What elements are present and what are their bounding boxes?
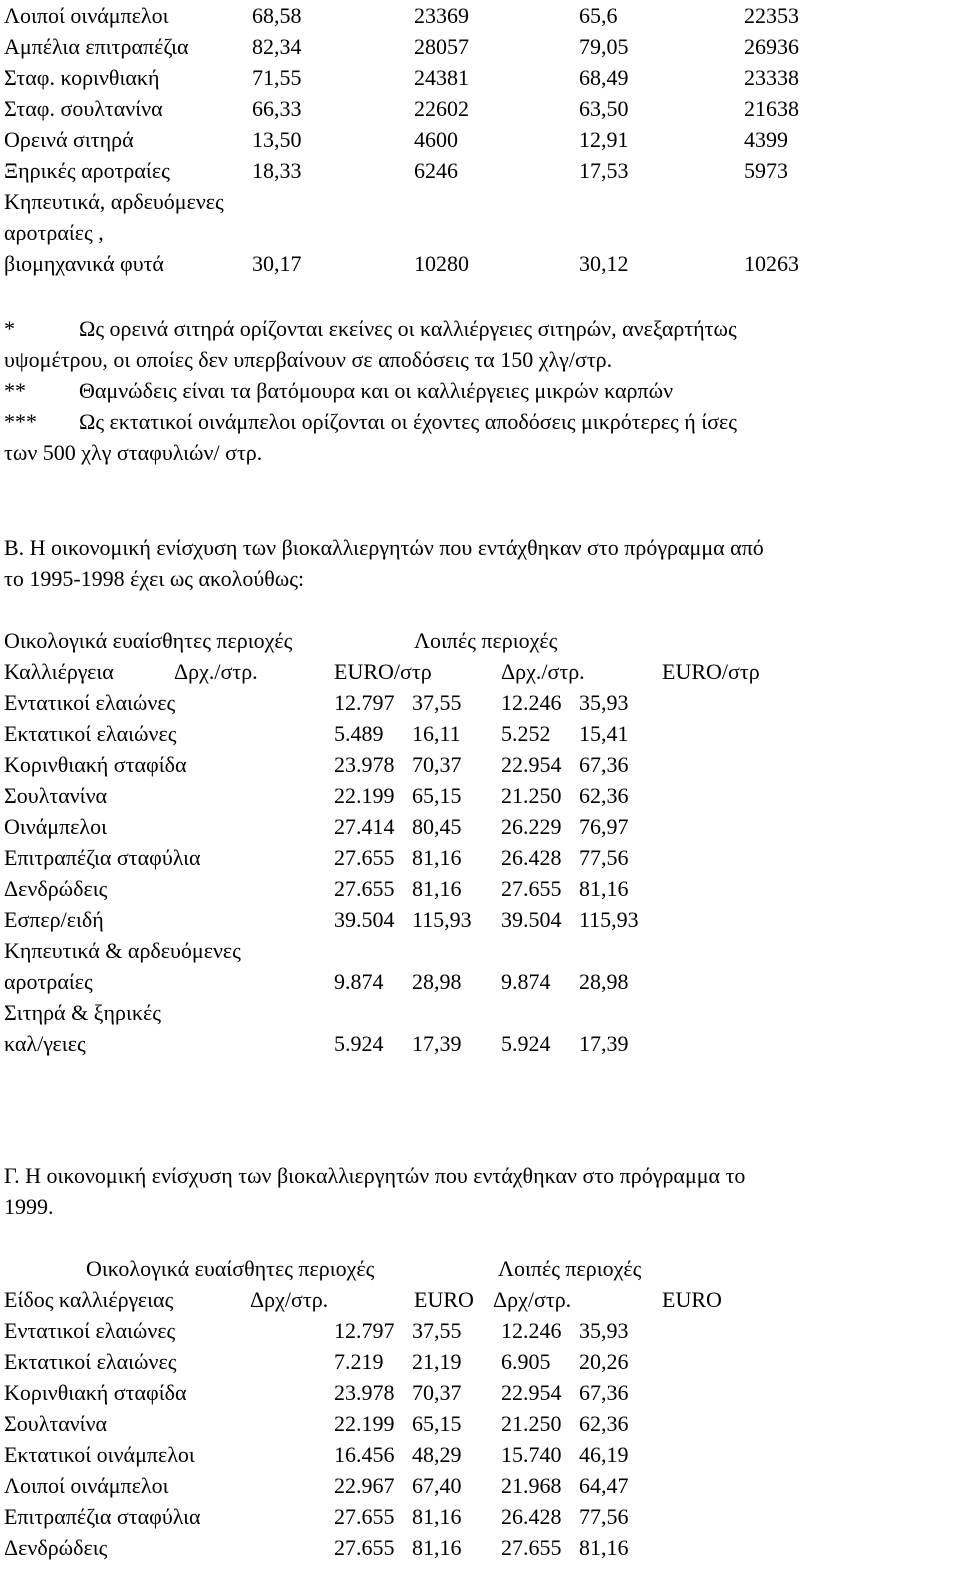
section-c-heading-line2: 1999. <box>4 1194 54 1219</box>
table-row <box>4 718 954 749</box>
drx-other: 12.246 <box>501 1318 562 1343</box>
value-4: 22353 <box>744 3 799 28</box>
euro-other: 77,56 <box>579 845 629 870</box>
euro-eco: 37,55 <box>412 690 462 715</box>
euro-other: 28,98 <box>579 969 629 994</box>
value-2: 24381 <box>414 65 469 90</box>
col-header-euro-other: EURO/στρ <box>662 659 760 684</box>
table-row <box>4 124 954 155</box>
euro-eco: 70,37 <box>412 752 462 777</box>
value-3: 79,05 <box>579 34 629 59</box>
row-label: Δενδρώδεις <box>4 1535 108 1560</box>
table-row <box>4 1532 954 1563</box>
row-label: βιομηχανικά φυτά <box>4 251 164 276</box>
value-2: 23369 <box>414 3 469 28</box>
table-row <box>4 1439 954 1470</box>
drx-other: 26.229 <box>501 814 562 839</box>
value-2: 10280 <box>414 251 469 276</box>
row-label: Λοιποί οινάμπελοι <box>4 3 169 28</box>
drx-other: 5.252 <box>501 721 551 746</box>
row-label: Εσπερ/ειδή <box>4 907 104 932</box>
euro-eco: 115,93 <box>412 907 472 932</box>
section-b-column-headers <box>4 656 954 687</box>
table-row <box>4 186 954 217</box>
euro-other: 35,93 <box>579 1318 629 1343</box>
footnote-text: Ως ορεινά σιτηρά ορίζονται εκείνες οι καλλιέργειες σιτηρών, ανεξαρτήτως <box>79 316 737 341</box>
value-2: 28057 <box>414 34 469 59</box>
drx-eco: 16.456 <box>334 1442 395 1467</box>
table-row <box>4 1028 954 1059</box>
value-4: 23338 <box>744 65 799 90</box>
drx-other: 27.655 <box>501 1535 562 1560</box>
table-row <box>4 217 954 248</box>
section-b <box>4 532 954 1059</box>
row-label: Ξηρικές αροτραίες <box>4 158 170 183</box>
col-header-crop-type: Είδος καλλιέργειας <box>4 1287 174 1312</box>
drx-eco: 5.489 <box>334 721 384 746</box>
footnote-mark: *** <box>4 409 37 434</box>
drx-eco: 22.967 <box>334 1473 395 1498</box>
drx-other: 22.954 <box>501 752 562 777</box>
value-4: 10263 <box>744 251 799 276</box>
footnote-mark: ** <box>4 378 26 403</box>
drx-other: 21.250 <box>501 783 562 808</box>
table-row <box>4 873 954 904</box>
euro-other: 76,97 <box>579 814 629 839</box>
row-label: Λοιποί οινάμπελοι <box>4 1473 169 1498</box>
row-label: Εντατικοί ελαιώνες <box>4 1318 176 1343</box>
row-label: Επιτραπέζια σταφύλια <box>4 845 201 870</box>
group-header-other: Λοιπές περιοχές <box>414 628 558 653</box>
section-b-table-body <box>4 687 954 1059</box>
section-b-heading-line2: το 1995-1998 έχει ως ακολούθως: <box>4 566 305 591</box>
drx-eco: 22.199 <box>334 1411 395 1436</box>
row-label: Κορινθιακή σταφίδα <box>4 752 187 777</box>
value-3: 12,91 <box>579 127 629 152</box>
drx-eco: 27.655 <box>334 845 395 870</box>
value-2: 6246 <box>414 158 458 183</box>
footnote-mark: * <box>4 316 15 341</box>
row-label: Κηπευτικά & αρδευόμενες <box>4 938 241 963</box>
row-label: Εκτατικοί οινάμπελοι <box>4 1442 195 1467</box>
drx-other: 26.428 <box>501 1504 562 1529</box>
euro-eco: 70,37 <box>412 1380 462 1405</box>
value-1: 66,33 <box>252 96 302 121</box>
table-row <box>4 1377 954 1408</box>
row-label: καλ/γειες <box>4 1031 86 1056</box>
euro-other: 35,93 <box>579 690 629 715</box>
col-header-euro-eco: EURO/στρ <box>334 659 432 684</box>
drx-eco: 39.504 <box>334 907 395 932</box>
table-row <box>4 966 954 997</box>
table-row <box>4 155 954 186</box>
value-1: 30,17 <box>252 251 302 276</box>
value-3: 68,49 <box>579 65 629 90</box>
table-row <box>4 749 954 780</box>
footnote-text-continued: υψομέτρου, οι οποίες δεν υπερβαίνουν σε αποδόσεις τα 150 χλγ/στρ. <box>4 347 613 372</box>
drx-eco: 22.199 <box>334 783 395 808</box>
euro-eco: 48,29 <box>412 1442 462 1467</box>
euro-other: 64,47 <box>579 1473 629 1498</box>
table-row <box>4 904 954 935</box>
row-label: Εκτατικοί ελαιώνες <box>4 721 177 746</box>
euro-eco: 81,16 <box>412 876 462 901</box>
table-1 <box>4 0 954 279</box>
euro-other: 81,16 <box>579 1535 629 1560</box>
row-label: Ορεινά σιτηρά <box>4 127 134 152</box>
euro-eco: 28,98 <box>412 969 462 994</box>
drx-other: 5.924 <box>501 1031 551 1056</box>
drx-other: 12.246 <box>501 690 562 715</box>
value-3: 65,6 <box>579 3 618 28</box>
footnote-text: Ως εκτατικοί οινάμπελοι ορίζονται οι έχοντες αποδόσεις μικρότερες ή ίσες <box>79 409 738 434</box>
value-3: 63,50 <box>579 96 629 121</box>
drx-eco: 9.874 <box>334 969 384 994</box>
footnote <box>4 406 919 468</box>
footnotes <box>4 313 919 468</box>
drx-eco: 27.655 <box>334 1504 395 1529</box>
drx-eco: 7.219 <box>334 1349 384 1374</box>
footnote <box>4 375 919 406</box>
row-label: Οινάμπελοι <box>4 814 108 839</box>
group-header-eco: Οικολογικά ευαίσθητες περιοχές <box>86 1256 375 1281</box>
value-1: 82,34 <box>252 34 302 59</box>
table-row <box>4 1470 954 1501</box>
drx-eco: 5.924 <box>334 1031 384 1056</box>
euro-other: 20,26 <box>579 1349 629 1374</box>
section-c-table-body <box>4 1315 954 1563</box>
euro-eco: 80,45 <box>412 814 462 839</box>
euro-other: 77,56 <box>579 1504 629 1529</box>
value-1: 18,33 <box>252 158 302 183</box>
drx-eco: 23.978 <box>334 1380 395 1405</box>
euro-other: 81,16 <box>579 876 629 901</box>
value-1: 13,50 <box>252 127 302 152</box>
table-row <box>4 842 954 873</box>
euro-other: 62,36 <box>579 783 629 808</box>
drx-other: 22.954 <box>501 1380 562 1405</box>
euro-eco: 17,39 <box>412 1031 462 1056</box>
value-1: 68,58 <box>252 3 302 28</box>
table-row <box>4 780 954 811</box>
table-row <box>4 687 954 718</box>
value-4: 5973 <box>744 158 788 183</box>
euro-eco: 21,19 <box>412 1349 462 1374</box>
row-label: Σουλτανίνα <box>4 783 108 808</box>
value-4: 26936 <box>744 34 799 59</box>
table-row <box>4 935 954 966</box>
table-row <box>4 1408 954 1439</box>
row-label: Δενδρώδεις <box>4 876 108 901</box>
euro-eco: 16,11 <box>412 721 461 746</box>
section-c-group-header <box>4 1253 954 1284</box>
group-header-other: Λοιπές περιοχές <box>498 1256 642 1281</box>
euro-other: 15,41 <box>579 721 629 746</box>
col-header-drx-eco: Δρχ./στρ. <box>174 659 258 684</box>
drx-eco: 12.797 <box>334 1318 395 1343</box>
euro-eco: 67,40 <box>412 1473 462 1498</box>
table-row <box>4 1501 954 1532</box>
euro-eco: 37,55 <box>412 1318 462 1343</box>
drx-eco: 27.414 <box>334 814 395 839</box>
section-c <box>4 1160 954 1563</box>
section-b-heading-line1: Β. Η οικονομική ενίσχυση των βιοκαλλιεργητών που εντάχθηκαν στο πρόγραμμα από <box>4 535 764 560</box>
footnote <box>4 313 919 375</box>
section-c-column-headers <box>4 1284 954 1315</box>
footnote-text-continued: των 500 χλγ σταφυλιών/ στρ. <box>4 440 263 465</box>
footnote-text: Θαμνώδεις είναι τα βατόμουρα και οι καλλιέργειες μικρών καρπών <box>79 378 674 403</box>
row-label: Εκτατικοί ελαιώνες <box>4 1349 177 1374</box>
value-2: 4600 <box>414 127 458 152</box>
euro-other: 17,39 <box>579 1031 629 1056</box>
col-header-drx-other: Δρχ./στρ. <box>501 659 585 684</box>
row-label: αροτραίες <box>4 969 93 994</box>
row-label: Σουλτανίνα <box>4 1411 108 1436</box>
drx-other: 21.250 <box>501 1411 562 1436</box>
row-label: Σταφ. κορινθιακή <box>4 65 160 90</box>
drx-other: 21.968 <box>501 1473 562 1498</box>
drx-other: 39.504 <box>501 907 562 932</box>
row-label: Κορινθιακή σταφίδα <box>4 1380 187 1405</box>
row-label: Σταφ. σουλτανίνα <box>4 96 163 121</box>
table-row <box>4 62 954 93</box>
drx-other: 26.428 <box>501 845 562 870</box>
row-label: Κηπευτικά, αρδευόμενες <box>4 189 224 214</box>
euro-eco: 65,15 <box>412 783 462 808</box>
row-label: Αμπέλια επιτραπέζια <box>4 34 189 59</box>
euro-other: 67,36 <box>579 1380 629 1405</box>
group-header-eco: Οικολογικά ευαίσθητες περιοχές <box>4 628 293 653</box>
drx-eco: 27.655 <box>334 876 395 901</box>
drx-other: 27.655 <box>501 876 562 901</box>
euro-eco: 65,15 <box>412 1411 462 1436</box>
table-row <box>4 248 954 279</box>
row-label: Εντατικοί ελαιώνες <box>4 690 176 715</box>
value-4: 21638 <box>744 96 799 121</box>
euro-other: 62,36 <box>579 1411 629 1436</box>
value-2: 22602 <box>414 96 469 121</box>
col-header-crop: Καλλιέργεια <box>4 659 114 684</box>
section-c-heading-line1: Γ. Η οικονομική ενίσχυση των βιοκαλλιεργητών που εντάχθηκαν στο πρόγραμμα το <box>4 1163 746 1188</box>
value-3: 30,12 <box>579 251 629 276</box>
table-row <box>4 811 954 842</box>
euro-other: 115,93 <box>579 907 639 932</box>
row-label: Σιτηρά & ξηρικές <box>4 1000 161 1025</box>
col-header-euro-other: EURO <box>662 1287 722 1312</box>
col-header-drx-other: Δρχ/στρ. <box>493 1287 572 1312</box>
table-row <box>4 1346 954 1377</box>
row-label: Επιτραπέζια σταφύλια <box>4 1504 201 1529</box>
euro-other: 46,19 <box>579 1442 629 1467</box>
table-row <box>4 93 954 124</box>
euro-eco: 81,16 <box>412 1535 462 1560</box>
drx-other: 9.874 <box>501 969 551 994</box>
drx-eco: 23.978 <box>334 752 395 777</box>
table-row <box>4 0 954 31</box>
euro-eco: 81,16 <box>412 845 462 870</box>
table-row <box>4 1315 954 1346</box>
value-4: 4399 <box>744 127 788 152</box>
value-1: 71,55 <box>252 65 302 90</box>
col-header-euro-eco: EURO <box>414 1287 474 1312</box>
section-b-group-header <box>4 625 954 656</box>
value-3: 17,53 <box>579 158 629 183</box>
drx-other: 6.905 <box>501 1349 551 1374</box>
table-row <box>4 997 954 1028</box>
euro-eco: 81,16 <box>412 1504 462 1529</box>
euro-other: 67,36 <box>579 752 629 777</box>
row-label: αροτραίες , <box>4 220 104 245</box>
table-row <box>4 31 954 62</box>
drx-eco: 12.797 <box>334 690 395 715</box>
col-header-drx-eco: Δρχ/στρ. <box>250 1287 329 1312</box>
drx-other: 15.740 <box>501 1442 562 1467</box>
drx-eco: 27.655 <box>334 1535 395 1560</box>
